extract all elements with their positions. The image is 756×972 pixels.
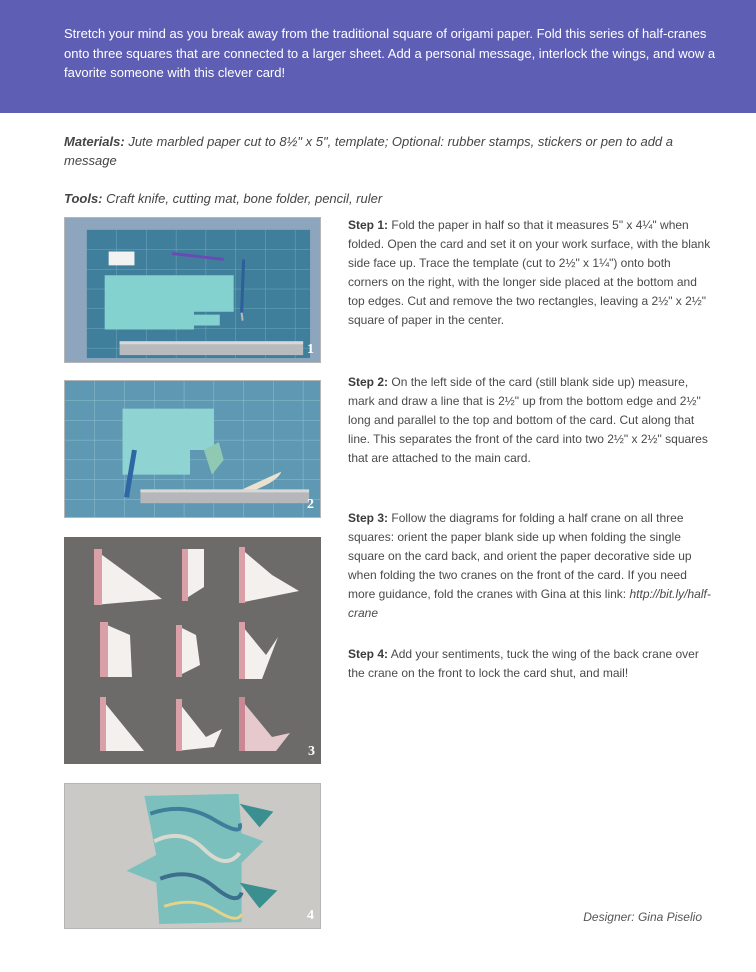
tools-label: Tools:	[64, 191, 103, 206]
step-1	[348, 216, 713, 330]
step-1-text: Fold the paper in half so that it measures 5" x 4¼" when folded. Open the card and set it on your work surface, with the blank side face up. Trace the template (cut to 2½" x 1¼") onto both corners on the right, with the longer side placed at the bottom and top edges. Cut and remove the two rectangles, leaving a 2½" x 2½" square of paper in the center.	[348, 218, 711, 327]
step-3-text: Follow the diagrams for folding a half crane on all three squares: orient the paper blank side up when folding the single square on the card back, and orient the paper decorative side up when folding the two cranes on the front of the card. If you need more guidance, fold the cranes with Gina at this link:	[348, 511, 692, 601]
photo-step-4	[64, 783, 321, 929]
header-banner	[0, 0, 756, 113]
photo-number-2: 2	[307, 497, 314, 512]
materials-label: Materials:	[64, 134, 125, 149]
photo-step-2	[64, 380, 321, 518]
cutting-mat-image	[65, 218, 320, 362]
designer-credit: Designer: Gina Piselio	[583, 910, 702, 924]
step-4-text: Add your sentiments, tuck the wing of the back crane over the crane on the front to lock the card shut, and mail!	[348, 647, 699, 680]
card-cut-image	[65, 381, 320, 517]
photo-step-1	[64, 217, 321, 363]
tools-line	[64, 189, 724, 208]
step-2	[348, 373, 713, 468]
photo-step-3	[64, 537, 321, 764]
step-3-link[interactable]: http://bit.ly/half-crane	[348, 587, 711, 620]
step-4	[348, 645, 713, 683]
step-4-label: Step 4:	[348, 647, 389, 661]
step-1-label: Step 1:	[348, 218, 389, 232]
finished-card-image	[65, 784, 320, 928]
step-2-label: Step 2:	[348, 375, 389, 389]
step-3	[348, 509, 713, 623]
step-3-label: Step 3:	[348, 511, 389, 525]
photo-number-1: 1	[307, 342, 314, 357]
crane-diagrams-image	[64, 537, 321, 764]
photo-number-4: 4	[307, 908, 314, 923]
intro-text: Stretch your mind as you break away from the traditional square of origami paper. Fold this series of half-cranes onto three squares that are connected to a larger sheet. Add a personal message, interlock the wings, and wow a favorite someone with this clever card!	[64, 26, 716, 80]
tools-text: Craft knife, cutting mat, bone folder, pencil, ruler	[106, 191, 383, 206]
materials-line	[64, 132, 724, 170]
materials-text: Jute marbled paper cut to 8½" x 5", template; Optional: rubber stamps, stickers or pen to add a message	[64, 134, 674, 168]
photo-number-3: 3	[308, 744, 315, 759]
step-2-text: On the left side of the card (still blank side up) measure, mark and draw a line that is 2½" up from the bottom edge and 2½" long and parallel to the top and bottom of the card. Cut along that line. This separates the front of the card into two 2½" x 2½" squares that are attached to the main card.	[348, 375, 708, 465]
